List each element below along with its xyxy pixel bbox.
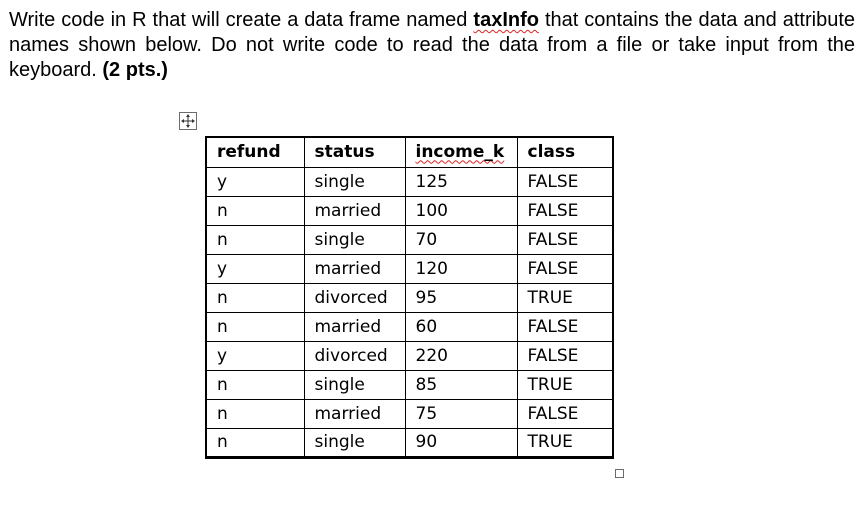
table-row xyxy=(206,283,613,312)
cell-refund: n xyxy=(206,225,304,254)
question-text xyxy=(9,8,855,83)
points-label: (2 pts.) xyxy=(102,59,168,81)
cell-refund: n xyxy=(206,370,304,399)
cell-income: 220 xyxy=(405,341,517,370)
cell-income: 120 xyxy=(405,254,517,283)
question-part-2: that contains the data and attribute names shown below. Do not write code to read the data from a file or take input from the keyboard. xyxy=(9,9,856,81)
table-row xyxy=(206,254,613,283)
cell-status: divorced xyxy=(304,283,405,312)
cell-refund: y xyxy=(206,167,304,196)
cell-class: FALSE xyxy=(517,312,613,341)
tax-info-table xyxy=(205,136,614,459)
resize-square-icon[interactable] xyxy=(615,469,624,478)
header-income-k-text: income_k xyxy=(415,142,505,163)
cell-refund: n xyxy=(206,312,304,341)
cell-income: 70 xyxy=(405,225,517,254)
cell-refund: n xyxy=(206,196,304,225)
table-row xyxy=(206,167,613,196)
cell-refund: y xyxy=(206,341,304,370)
cell-class: FALSE xyxy=(517,225,613,254)
cell-status: single xyxy=(304,428,405,457)
cell-refund: n xyxy=(206,428,304,457)
move-arrows-icon[interactable] xyxy=(179,112,197,130)
table-row xyxy=(206,370,613,399)
cell-income: 75 xyxy=(405,399,517,428)
table-body xyxy=(206,167,613,457)
cell-status: married xyxy=(304,254,405,283)
data-frame-name: taxInfo xyxy=(473,9,539,31)
cell-status: divorced xyxy=(304,341,405,370)
table-row xyxy=(206,399,613,428)
table-row xyxy=(206,225,613,254)
cell-class: TRUE xyxy=(517,283,613,312)
cell-status: single xyxy=(304,370,405,399)
header-class: class xyxy=(517,137,613,167)
cell-income: 100 xyxy=(405,196,517,225)
table-header-row xyxy=(206,137,613,167)
cell-class: FALSE xyxy=(517,254,613,283)
table-row xyxy=(206,341,613,370)
header-income-k xyxy=(405,137,517,167)
cell-class: FALSE xyxy=(517,341,613,370)
cell-class: FALSE xyxy=(517,196,613,225)
cell-income: 125 xyxy=(405,167,517,196)
table-row xyxy=(206,312,613,341)
cell-status: single xyxy=(304,225,405,254)
header-status: status xyxy=(304,137,405,167)
cell-income: 85 xyxy=(405,370,517,399)
table-row xyxy=(206,428,613,457)
cell-class: FALSE xyxy=(517,167,613,196)
question-part-1: Write code in R that will create a data frame named xyxy=(9,9,474,31)
cell-income: 60 xyxy=(405,312,517,341)
cell-status: married xyxy=(304,399,405,428)
cell-income: 95 xyxy=(405,283,517,312)
cell-income: 90 xyxy=(405,428,517,457)
cell-refund: n xyxy=(206,399,304,428)
cell-refund: n xyxy=(206,283,304,312)
cell-status: married xyxy=(304,196,405,225)
header-refund: refund xyxy=(206,137,304,167)
table-row xyxy=(206,196,613,225)
cell-class: FALSE xyxy=(517,399,613,428)
cell-class: TRUE xyxy=(517,370,613,399)
cell-status: single xyxy=(304,167,405,196)
cell-class: TRUE xyxy=(517,428,613,457)
cell-status: married xyxy=(304,312,405,341)
cell-refund: y xyxy=(206,254,304,283)
